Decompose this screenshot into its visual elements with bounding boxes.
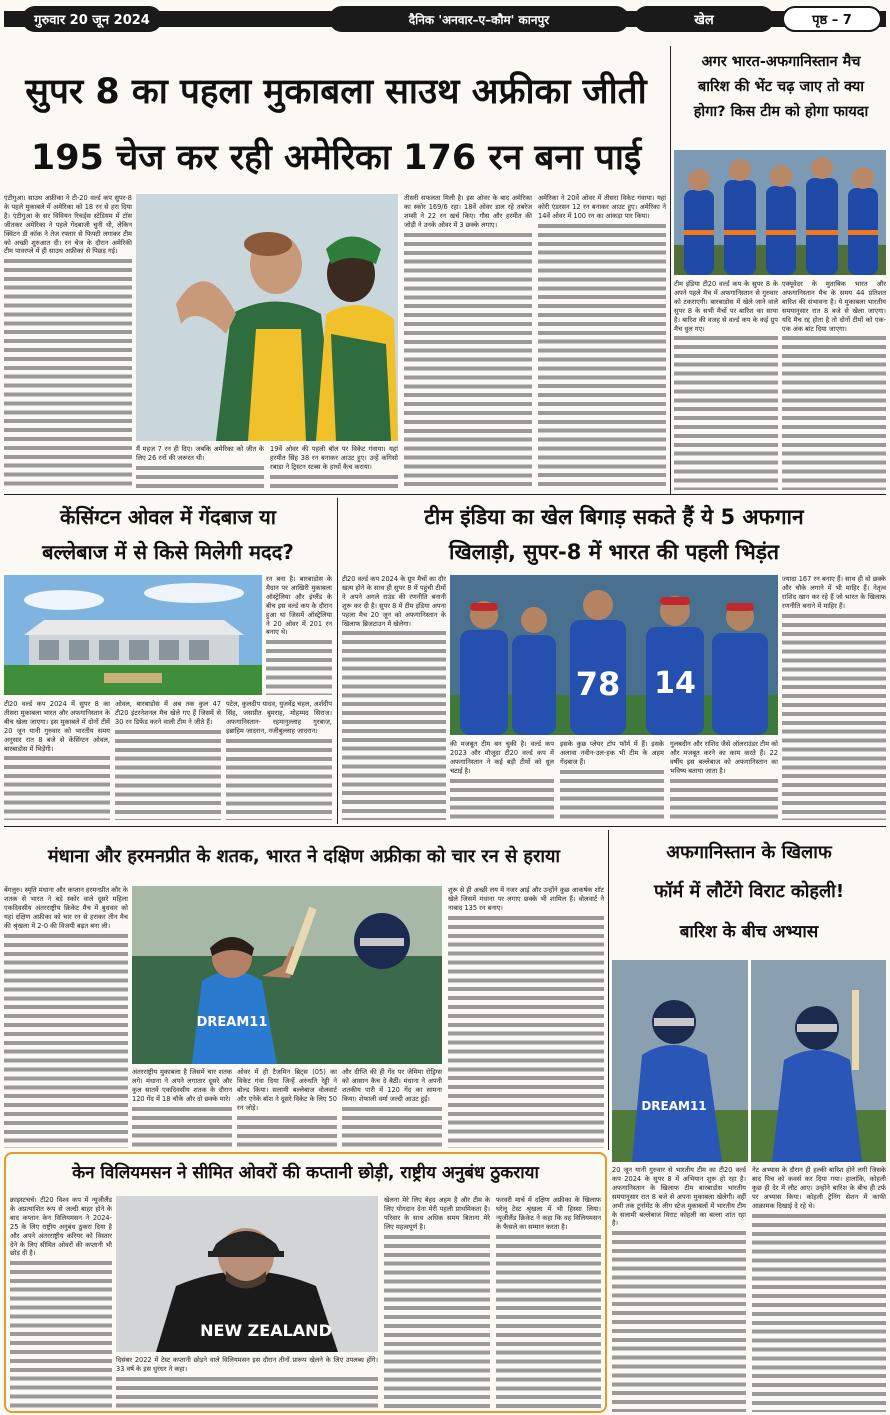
story4-headline-line2: खिलाड़ी, सुपर-8 में भारत की पहली भिड़ंत <box>449 540 779 564</box>
column-divider <box>337 498 338 824</box>
story3-column-1: टी20 वर्ल्ड कप 2024 में सुपर 8 का तीसरा मुकाबला भारत और अफगानिस्तान के बीच खेला जाएगा। इस मुकाबले में दोनों टीमें 20 जून यानी गुरुवार को भारतीय समय अनुसार रात 8 बजे से केंसिंग्टन ओवल, बारबाडोस में भिड़ेंगी। <box>4 700 110 820</box>
story4-photo-afghan-players <box>450 575 778 735</box>
story5-photo-illustration <box>132 886 442 1064</box>
story6-column-2: नेट अभ्यास के दौरान ही हल्की बारिश होने लगी जिसके बाद पिच को कवर्स कर दिया गया। हालांकि, कोहली कुछ ही देर में लौट आए। उन्होंने बारिश के बीच ही टर्फ पर अभ्यास किया। कोहली ट्रेनिंग सेशन में काफी आक्रामक दिखाई दे रहे थे। <box>752 1166 886 1412</box>
story2-headline-line2: बारिश की भेंट चढ़ जाए तो क्या <box>697 79 865 95</box>
page-header <box>4 3 886 35</box>
svg-text:14: 14 <box>654 666 696 701</box>
header-page-number: पृष्ठ – 7 <box>782 6 882 32</box>
story5-photo-smriti-mandhana <box>132 886 442 1064</box>
story5-headline: मंधाना और हरमनप्रीत के शतक, भारत ने दक्षिण अफ्रीका को चार रन से हराया <box>47 846 561 867</box>
story5-column-3: ओवर में ही टैजमिन ब्रिट्स (05) का विकेट गंवा दिया जिन्हें अरुंधति रेड्डी ने बोल्ड किया। सलामी बल्लेबाज वोलवार्ट और एनेके बॉश ने दूसरे विकेट के लिए 50 रन जोड़े। <box>237 1068 337 1148</box>
svg-text:DREAM11: DREAM11 <box>641 1099 707 1113</box>
story3-column-4: रन बना है। बारबाडोस के मैदान पर आखिरी मुकाबला ऑस्ट्रेलिया और इंग्लैंड के बीच इस वर्ल्ड कप के दौरान हुआ था जिसमें ऑस्ट्रेलिया ने 20 ओवर में 201 रन बनाए थे। <box>266 575 332 695</box>
story4-photo-illustration <box>450 575 778 735</box>
story5-column-2: अंतरराष्ट्रीय मुकाबला है जिसमें चार शतक लगे। मंधाना ने अपने लगातार दूसरे और कुल सातवें एकदिवसीय शतक के दौरान 120 गेंद में 18 चौके और दो छक्के मारे। <box>132 1068 232 1148</box>
story4-column-1: टी20 वर्ल्ड कप 2024 के ग्रुप मैचों का दौर खत्म होने के साथ ही सुपर 8 में पहुंची टीमों ने अपने अगले राउंड की रणनीति बनानी शुरू कर दी है। सुपर 8 में टीम इंडिया अपना पहला मैच 20 जून को अफगानिस्तान के खिलाफ ब्रिजटाउन में खेलेगा। <box>342 575 446 820</box>
story6-headline-line2: फॉर्म में लौटेंगे विराट कोहली! <box>653 881 845 902</box>
story6-column-1: 20 जून यानी गुरुवार से भारतीय टीम का टी20 वर्ल्ड कप 2024 के सुपर 8 में अभियान शुरू हो रहा है। अफगानिस्तान के खिलाफ टीम बारबाडोस भारतीय समयानुसार रात 8 बजे से अपना मुकाबला खेलेगी। वहीं अभी तक टूर्नामेंट के लीग स्टेज मुकाबलों में भारतीय टीम के सलामी बल्लेबाज विराट कोहली का बल्ला शांत रहा है। <box>612 1166 746 1412</box>
story1-column-1: एंटीगुआ। साउथ अफ्रीका ने टी-20 वर्ल्ड कप सुपर-8 के पहले मुकाबले में अमेरिका को 18 रन से हरा दिया है। एंटीगुआ के सर विवियन रिचर्ड्स स्टेडियम में टॉस जीतकर अमेरिका ने पहले गेंदबाजी चुनी थी, लेकिन क्विंटन डी कॉक ने तेज रफ्तार से फिफ्टी लगाकर टीम को अच्छी शुरुआत दी। रन चेज के दौरान अमेरिकी टीम पावरप्ले में ही साउथ अफ्रीका से पिछड़ गई। <box>4 194 132 488</box>
story1-column-4: तीसरी सफलता मिली है। इस ओवर के बाद अमेरिका का स्कोर 169/6 रहा। 18वें ओवर डाल रहे तबरेज शम्सी ने 22 रन खर्च किए। गौस और हरमीत की जोड़ी ने उनके ओवर में 3 छक्के लगाए। <box>404 194 532 488</box>
story5-column-4: और दीप्ति की ही गेंद पर जेमिमा रोड्रिग्स को आसान कैच दे बैठीं। मंधाना ने अपनी शतकीय पारी में 120 गेंद का सामना किया। शेफाली वर्मा जल्दी आउट हुईं। <box>342 1068 442 1148</box>
story7-column-3: खेलना मेरे लिए बेहद अहम है और टीम के लिए योगदान देना मेरी पहली प्राथमिकता है। परिवार के साथ अधिक समय बिताना मेरे लिए महत्वपूर्ण है। <box>384 1196 490 1408</box>
svg-text:DREAM11: DREAM11 <box>196 1015 268 1030</box>
story2-headline-line1: अगर भारत-अफगानिस्तान मैच <box>701 54 861 70</box>
story7-photo-kane-williamson <box>116 1196 378 1352</box>
story4-column-4: गुलबदीन और राशिद जैसे ऑलराउंडर टीम को और मजबूत करने का काम करते हैं। 22 वर्षीय इस बल्लेबाज को अफगानिस्तान का भविष्य बताया जाता है। <box>670 740 778 820</box>
story3-headline-line2: बल्लेबाज में से किसे मिलेगी मदद? <box>42 540 294 564</box>
story2-column-2: एक्यूवेदर के मुताबिक भारत और अफगानिस्तान मैच के समय 44 प्रतिशत बारिश की संभावना है। ये मुकाबला भारतीय समयानुसार रात 8 बजे से खेला जाएगा। यदि मैच रद्द होता है तो दोनों टीमों को एक-एक अंक बांट दिया जाएगा। <box>782 280 886 490</box>
story7-jersey-text: NEW ZEALAND <box>200 1321 332 1340</box>
section-divider <box>4 826 886 827</box>
story4-column-5: ज्यादा 167 रन बनाए हैं। साथ ही वो छक्के और चौके लगाने में भी माहिर हैं। नेतृत्व राशिद खान कर रहे हैं जो भारत के खिलाफ रणनीति बनाने में माहिर हैं। <box>782 575 886 820</box>
story7-photo-illustration <box>116 1196 378 1352</box>
story7-headline: केन विलियमसन ने सीमित ओवरों की कप्तानी छोड़ी, राष्ट्रीय अनुबंध ठुकराया <box>72 1163 539 1183</box>
story1-photo-players-celebrating <box>136 194 398 441</box>
story3-photo-kensington-oval <box>4 575 262 695</box>
story6-photo-virat-kohli-practice <box>612 960 886 1162</box>
svg-text:78: 78 <box>575 665 621 703</box>
story1-photo-illustration <box>136 194 398 441</box>
story3-column-3: पटेल, कुलदीप यादव, युजवेंद्र चहल, अर्शदीप सिंह, जसप्रीत बुमराह, मोहम्मद सिराज। अफगानिस्तान- रहमानुल्लाह गुरबाज, इब्राहिम जादरान, नजीबुल्लाह जादरान। <box>226 700 332 820</box>
story1-column-2: मैं महज 7 रन ही दिए। जबकि अमेरिका को जीत के लिए 26 रनों की जरूरत थी। <box>136 445 264 489</box>
story6-headline-line1: अफगानिस्तान के खिलाफ <box>666 842 832 863</box>
story2-headline-line3: होगा? किस टीम को होगा फायदा <box>693 104 869 120</box>
story1-column-3: 19वें ओवर की पहली बॉल पर विकेट गंवाया। यहां हरमीत सिंह 38 रन बनाकर आउट हुए। उन्हें कगिसो रबाडा ने ट्रिस्टन स्टब्स के हाथों कैच कराया। <box>270 445 398 489</box>
header-date: गुरुवार 20 जून 2024 <box>22 6 162 32</box>
story6-headline-line3: बारिश के बीच अभ्यास <box>679 922 819 942</box>
story5-column-5: शुरू से ही अच्छी लय में नजर आई और उन्होंने कुछ आकर्षक शॉट खेले जिसमें मंधाना पर लगाए छक्के भी शामिल हैं। वोलवार्ट ने नाबाद 135 रन बनाए। <box>448 886 604 1148</box>
story1-column-5: अमेरिका ने 20वें ओवर में तीसरा विकेट गंवाया। यहां कोरी एंडरसन 12 रन बनाकर आउट हुए। अमेरिका ने 14वें ओवर में 100 रन का आंकड़ा पार किया। <box>538 194 666 488</box>
story3-column-2: ओवल, बारबाडोस में अब तक कुल 47 टी20 इंटरनेशनल मैच खेले गए हैं जिसमें से 30 रन डिफेंड करने वाली टीम ने जीते हैं। <box>115 700 221 820</box>
story4-headline-line1: टीम इंडिया का खेल बिगाड़ सकते हैं ये 5 अफगान <box>424 505 804 529</box>
story5-column-1: बेंगलुरु। स्मृति मंधाना और कप्तान हरमनप्रीत कौर के शतक से भारत ने बड़े स्कोर वाले दूसरे महिला एकदिवसीय अंतरराष्ट्रीय क्रिकेट मैच में बुधवार को यहां दक्षिण अफ्रीका को चार रन से हराकर तीन मैच की श्रृंखला में 2-0 की विजयी बढ़त बना ली। <box>4 886 128 1148</box>
story2-column-1: टीम इंडिया टी20 वर्ल्ड कप के सुपर 8 के अपने पहले मैच में अफगानिस्तान से गुरुवार को टकराएगी। बारबाडोस में खेले जाने वाले सुपर 8 के सभी मैचों पर बारिश का साया है। बारिश की वजह से वर्ल्ड कप के कई ग्रुप मैच धुल गए। <box>674 280 778 490</box>
story3-photo-illustration <box>4 575 262 695</box>
story4-column-3: इसके कुछ प्लेयर टॉप फॉर्म में हैं। इसके अलावा नवीन-उल-हक भी टीम के अहम गेंदबाज हैं। <box>560 740 664 820</box>
story6-photo-illustration <box>612 960 886 1162</box>
story2-photo-indian-team <box>674 150 886 275</box>
column-divider <box>608 830 609 1150</box>
section-divider <box>4 494 886 495</box>
story1-headline-line1: सुपर 8 का पहला मुकाबला साउथ अफ्रीका जीती <box>25 72 647 112</box>
column-divider <box>670 46 671 494</box>
story7-column-2: दिसंबर 2022 में टेस्ट कप्तानी छोड़ने वाले विलियमसन इस दौरान तीनों प्रारूप खेलने के लिए उपलब्ध होंगे। 33 वर्ष के इस धुरंधर ने कहा। <box>116 1356 378 1408</box>
story2-photo-illustration <box>674 150 886 275</box>
story1-headline-line2: 195 चेज कर रही अमेरिका 176 रन बना पाई <box>30 138 642 178</box>
story7-column-4: फरवरी मार्च में दक्षिण अफ्रीका के खिलाफ घरेलू टेस्ट श्रृंखला में भी हिस्सा लिया। न्यूजीलैंड क्रिकेट ने कहा कि वह विलियमसन के फैसले का सम्मान करता है। <box>496 1196 601 1408</box>
header-section: खेल <box>634 6 774 32</box>
story3-headline-line1: केंसिंग्टन ओवल में गेंदबाज या <box>60 505 276 529</box>
story7-column-1: क्राइस्टचर्च। टी20 विश्व कप में न्यूजीलैंड के अप्रत्याशित रूप से जल्दी बाहर होने के बाद कप्तान केन विलियमसन ने 2024-25 के लिए राष्ट्रीय अनुबंध ठुकरा दिया है और अपने अंतरराष्ट्रीय करियर को विस्तार देने के लिए सीमित ओवरों की कप्तानी भी छोड़ दी है। <box>10 1196 112 1408</box>
header-paper-name: दैनिक 'अनवार–ए–कौम' कानपुर <box>329 6 629 32</box>
story4-column-2: की मजबूत टीम बन चुकी है। वर्ल्ड कप 2023 और मौजूदा टी20 वर्ल्ड कप में अफगानिस्तान ने कई बड़ी टीमों को धूल चटाई है। <box>450 740 554 820</box>
